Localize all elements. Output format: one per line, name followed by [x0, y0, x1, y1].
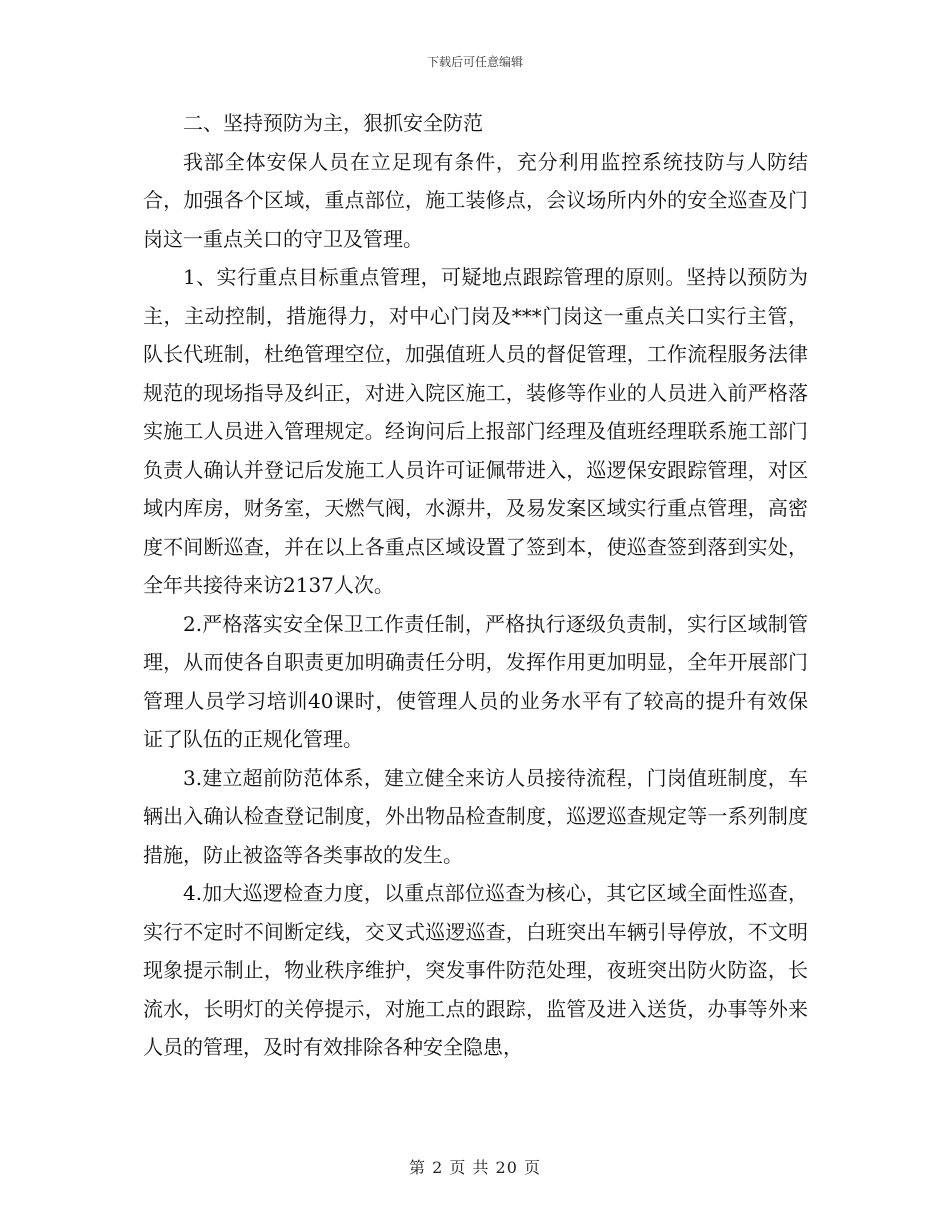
paragraph-item-4: 4.加大巡逻检查力度，以重点部位巡查为核心，其它区域全面性巡查，实行不定时不间断定线，交叉式巡逻巡查，白班突出车辆引导停放，不文明现象提示制止，物业秩序维护，突发事件防范处理，夜班突出防火防盗，长流水，长明灯的关停提示，对施工点的跟踪，监管及进入送货，办事等外来人员的管理，及时有效排除各种安全隐患， [143, 881, 808, 1059]
paragraph-item-1: 1、实行重点目标重点管理，可疑地点跟踪管理的原则。坚持以预防为主，主动控制，措施得力，对中心门岗及***门岗这一重点关口实行主管，队长代班制，杜绝管理空位，加强值班人员的督促管理，工作流程服务法律规范的现场指导及纠正，对进入院区施工，装修等作业的人员进入前严格落实施工人员进入管理规定。经询问后上报部门经理及值班经理联系施工部门负责人确认并登记后发施工人员许可证佩带进入，巡逻保安跟踪管理，对区域内库房，财务室，天燃气阀，水源井，及易发案区域实行重点管理，高密度不间断巡查，并在以上各重点区域设置了签到本，使巡查签到落到实处，全年共接待来访2137人次。 [143, 265, 808, 597]
page-header-note: 下载后可任意编辑 [426, 55, 523, 69]
document-body [143, 104, 808, 1067]
paragraph-item-3: 3.建立超前防范体系，建立健全来访人员接待流程，门岗值班制度，车辆出入确认检查登记制度，外出物品检查制度，巡逻巡查规定等一系列制度措施，防止被盗等各类事故的发生。 [143, 765, 808, 867]
paragraph-item-2: 2.严格落实安全保卫工作责任制，严格执行逐级负责制，实行区域制管理，从而使各自职责更加明确责任分明，发挥作用更加明显，全年开展部门管理人员学习培训40课时，使管理人员的业务水平有了较高的提升有效保证了队伍的正规化管理。 [143, 611, 808, 751]
section-title: 二、坚持预防为主，狠抓安全防范 [183, 111, 483, 135]
page-number-footer: 第 2 页 共 20 页 [409, 1158, 541, 1177]
intro-paragraph: 我部全体安保人员在立足现有条件，充分利用监控系统技防与人防结合，加强各个区域，重点部位，施工装修点，会议场所内外的安全巡查及门岗这一重点关口的守卫及管理。 [143, 149, 808, 251]
